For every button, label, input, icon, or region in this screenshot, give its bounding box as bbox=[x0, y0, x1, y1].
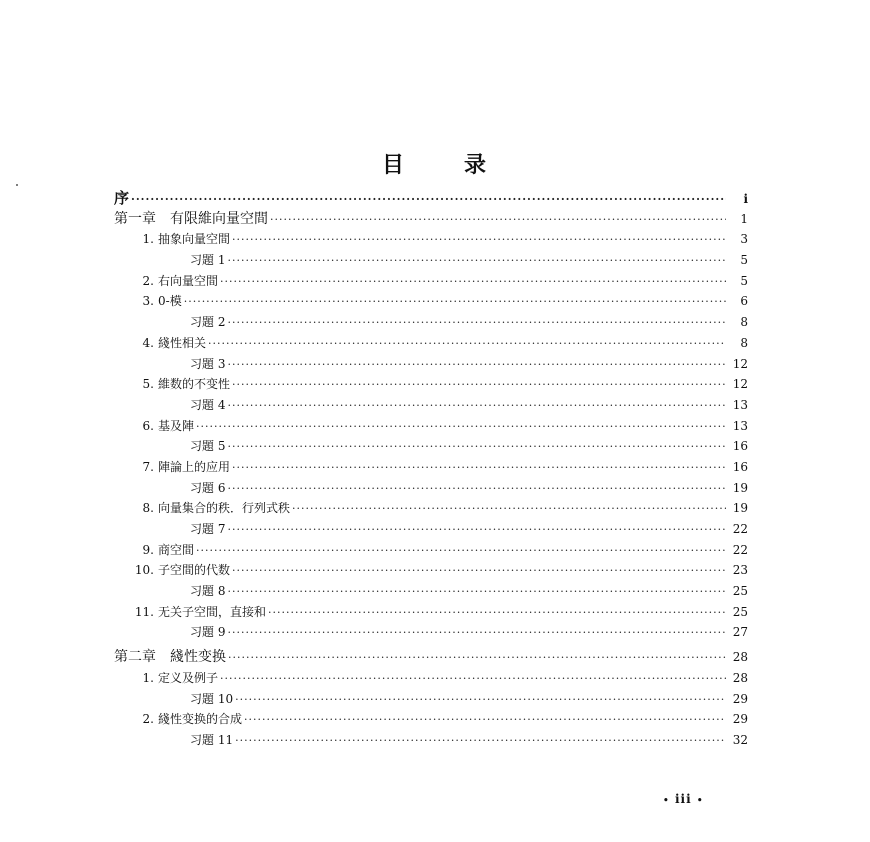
toc-page-number: 19 bbox=[732, 480, 748, 495]
dot-leader bbox=[220, 669, 726, 690]
page-title bbox=[0, 148, 870, 179]
toc-page-number: 23 bbox=[732, 563, 748, 578]
dot-leader bbox=[235, 690, 726, 711]
toc-section-number: 2. bbox=[142, 273, 154, 288]
dot-leader bbox=[220, 272, 726, 293]
dot-leader bbox=[196, 417, 726, 438]
toc-page-number: 22 bbox=[732, 522, 748, 536]
toc-entry-label: 第二章 綫性变换 bbox=[114, 649, 226, 666]
toc-entry-label: 习題 2 bbox=[190, 315, 226, 330]
toc-entry-label: 习題 6 bbox=[190, 480, 226, 495]
toc-entry-label: 序 bbox=[114, 189, 130, 207]
dot-leader bbox=[227, 251, 726, 272]
toc-row-section bbox=[114, 271, 748, 292]
toc-section-number: 7. bbox=[142, 459, 154, 474]
toc-row-section bbox=[114, 457, 748, 478]
toc-entry-label: 抽象向量空間 bbox=[158, 232, 231, 247]
dot-leader bbox=[227, 520, 726, 541]
toc-row-exercise bbox=[114, 395, 748, 416]
dot-leader bbox=[227, 582, 726, 603]
toc-row-chapter bbox=[114, 647, 748, 668]
dot-leader bbox=[235, 731, 726, 752]
toc-row-section bbox=[114, 602, 748, 623]
toc-section-number: 8. bbox=[142, 501, 154, 516]
toc-entry-label: 习題 1 bbox=[190, 253, 226, 268]
dot-leader bbox=[232, 561, 726, 582]
toc-entry-label: 0-模 bbox=[158, 294, 182, 309]
toc-row-section bbox=[114, 540, 748, 561]
toc-entry-label: 习題 9 bbox=[190, 625, 226, 640]
toc-page-number: 27 bbox=[732, 625, 748, 640]
toc-row-exercise bbox=[114, 250, 748, 271]
toc-page-number: 29 bbox=[732, 712, 748, 727]
toc-section-number: 2. bbox=[142, 712, 154, 727]
toc-page-number: 25 bbox=[732, 604, 748, 619]
toc-page-number: 16 bbox=[732, 459, 748, 474]
toc-row-exercise bbox=[114, 622, 748, 643]
dot-leader bbox=[232, 230, 726, 251]
toc-row-exercise bbox=[114, 689, 748, 710]
toc-entry-label: 习題 10 bbox=[190, 691, 234, 706]
toc-page-number: 8 bbox=[740, 315, 748, 330]
dot-leader bbox=[244, 710, 726, 731]
toc-section-number: 11. bbox=[134, 604, 154, 619]
toc-section-number: 10. bbox=[134, 563, 154, 578]
dot-leader bbox=[232, 375, 726, 396]
toc-page-number: 28 bbox=[732, 670, 748, 685]
toc-page-number: 29 bbox=[732, 691, 748, 706]
toc-row-preface bbox=[114, 188, 748, 209]
toc-entry-label: 第一章 有限維向量空間 bbox=[114, 210, 268, 227]
toc-row-exercise bbox=[114, 581, 748, 602]
dot-leader bbox=[227, 479, 726, 500]
toc-entry-label: 无关子空間，直接和 bbox=[158, 604, 267, 619]
toc-page-number: 5 bbox=[740, 253, 748, 268]
dot-leader bbox=[268, 603, 726, 624]
dot-leader bbox=[196, 541, 726, 562]
scan-speck bbox=[16, 184, 18, 186]
dot-leader bbox=[227, 313, 726, 334]
toc-page-number: 25 bbox=[732, 584, 748, 599]
toc-page-number: 16 bbox=[732, 439, 748, 454]
toc-entry-label: 陣論上的应用 bbox=[158, 459, 231, 474]
toc-page-number: 12 bbox=[732, 377, 748, 392]
toc-row-section bbox=[114, 291, 748, 312]
dot-leader bbox=[208, 334, 726, 355]
toc-section-number: 1. bbox=[142, 232, 154, 247]
toc-entry-label: 习題 11 bbox=[190, 732, 234, 747]
toc-entry-label: 习題 8 bbox=[190, 584, 226, 599]
toc-page-number: 28 bbox=[732, 650, 748, 665]
toc-entry-label: 习題 4 bbox=[190, 397, 226, 412]
dot-leader bbox=[292, 499, 726, 520]
toc-page-number: 3 bbox=[740, 232, 748, 247]
toc-page-number: 19 bbox=[732, 501, 748, 516]
toc-entry-label: 习題 7 bbox=[190, 522, 226, 536]
dot-leader bbox=[131, 190, 726, 211]
dot-leader bbox=[270, 210, 726, 231]
toc-row-exercise bbox=[114, 312, 748, 333]
toc-page-number: 6 bbox=[740, 294, 748, 309]
toc-page-number: 1 bbox=[740, 211, 748, 226]
toc-row-section bbox=[114, 333, 748, 354]
dot-leader bbox=[227, 355, 726, 376]
dot-leader bbox=[228, 648, 726, 669]
toc-row-section bbox=[114, 560, 748, 581]
toc-page-number: 12 bbox=[732, 356, 748, 371]
page-number: • iii • bbox=[663, 792, 704, 806]
toc-page-number: 32 bbox=[732, 732, 748, 747]
toc-entry-label: 綫性相关 bbox=[158, 335, 207, 350]
toc-row-chapter bbox=[114, 209, 748, 230]
toc-section-number: 4. bbox=[142, 335, 154, 350]
toc-row-section bbox=[114, 668, 748, 689]
toc-page-number: 8 bbox=[740, 335, 748, 350]
toc-entry-label: 向量集合的秩．行列式秩 bbox=[158, 501, 291, 516]
toc-entry-label: 基及陣 bbox=[158, 418, 195, 433]
toc-entry-label: 习題 3 bbox=[190, 356, 226, 371]
toc-row-section bbox=[114, 416, 748, 437]
toc-page-number: 22 bbox=[732, 542, 748, 557]
toc-entry-label: 右向量空間 bbox=[158, 273, 219, 288]
dot-leader bbox=[227, 437, 726, 458]
toc-row-section bbox=[114, 229, 748, 250]
toc-page-number: 5 bbox=[740, 273, 748, 288]
toc-section-number: 1. bbox=[142, 670, 154, 685]
toc-section-number: 9. bbox=[142, 542, 154, 557]
dot-leader bbox=[184, 292, 726, 313]
toc-entry-label: 商空間 bbox=[158, 542, 195, 557]
toc-row-exercise bbox=[114, 519, 748, 540]
toc-row-section bbox=[114, 709, 748, 730]
toc-row-exercise bbox=[114, 730, 748, 751]
toc-row-section bbox=[114, 374, 748, 395]
toc-row-section bbox=[114, 498, 748, 519]
toc-section-number: 6. bbox=[142, 418, 154, 433]
toc-entry-label: 維数的不变性 bbox=[158, 377, 231, 392]
toc-row-exercise bbox=[114, 354, 748, 375]
toc-row-exercise bbox=[114, 436, 748, 457]
toc-section-number: 5. bbox=[142, 377, 154, 392]
toc-entry-label: 定义及例子 bbox=[158, 670, 219, 685]
toc-entry-label: 习題 5 bbox=[190, 439, 226, 454]
title-char-left: 目 bbox=[381, 152, 406, 178]
title-char-right: 录 bbox=[464, 152, 489, 178]
dot-leader bbox=[227, 623, 726, 644]
dot-leader bbox=[227, 396, 726, 417]
toc-page-number: i bbox=[743, 192, 748, 206]
toc-section-number: 3. bbox=[142, 294, 154, 309]
toc-page-number: 13 bbox=[732, 397, 748, 412]
folio-text: iii bbox=[674, 792, 692, 806]
toc-entry-label: 子空間的代数 bbox=[158, 563, 231, 578]
toc-page-number: 13 bbox=[732, 418, 748, 433]
table-of-contents bbox=[114, 188, 748, 751]
toc-row-exercise bbox=[114, 478, 748, 499]
toc-entry-label: 綫性变换的合成 bbox=[158, 712, 243, 727]
dot-leader bbox=[232, 458, 726, 479]
